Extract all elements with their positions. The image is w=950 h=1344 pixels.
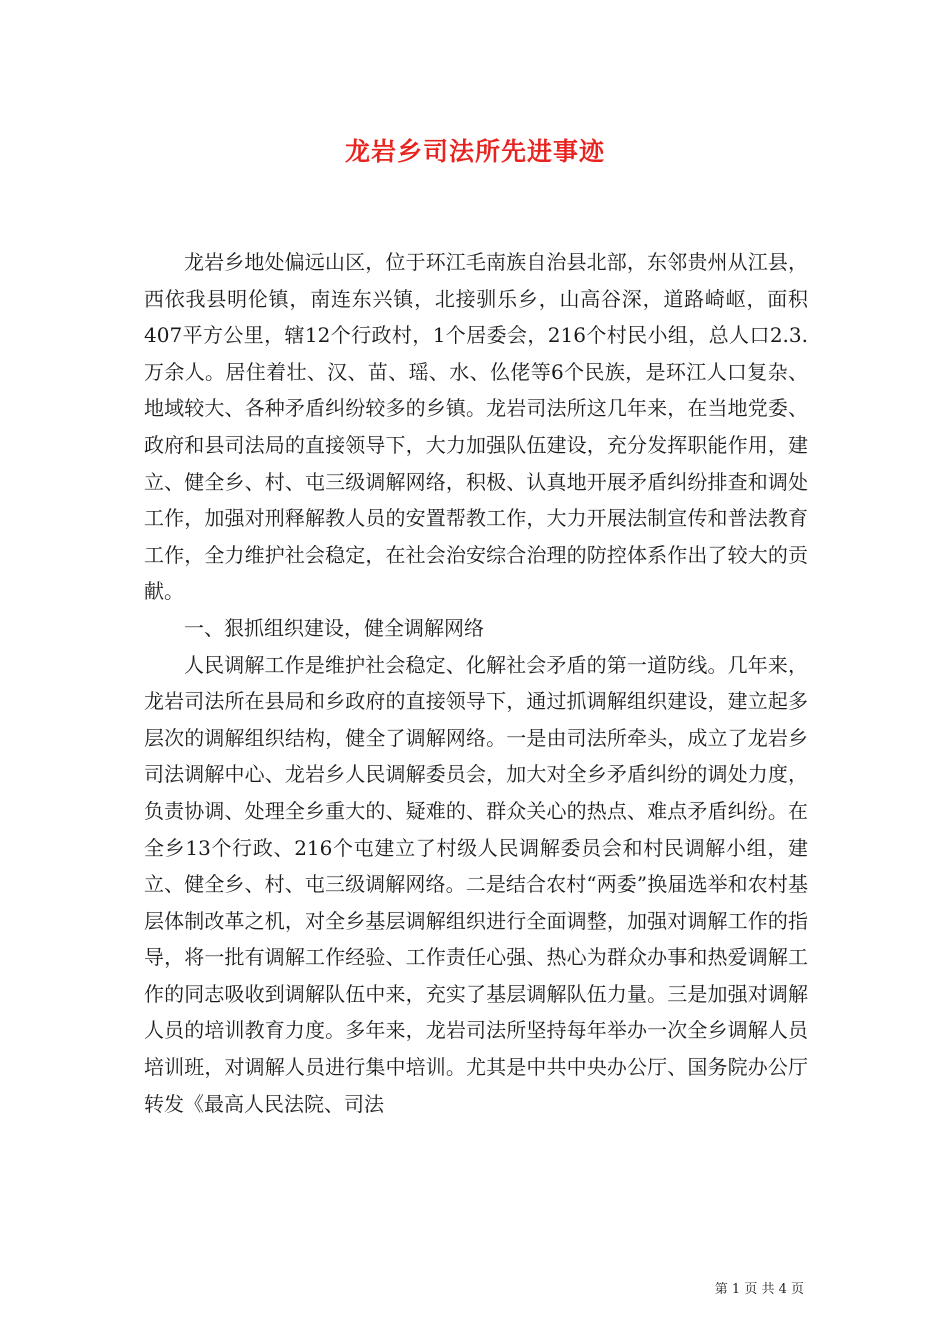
page-title: 龙岩乡司法所先进事迹: [344, 137, 605, 166]
paragraph-section-1: 人民调解工作是维护社会稳定、化解社会矛盾的第一道防线。几年来，龙岩司法所在县局和乡政府的直接领导下，通过抓调解组织建设，建立起多层次的调解组织结构，健全了调解网络。一是由司法所牵头，成立了龙岩乡司法调解中心、龙岩乡人民调解委员会，加大对全乡矛盾纠纷的调处力度，负责协调、处理全乡重大的、疑难的、群众关心的热点、难点矛盾纠纷。在全乡13个行政、216个屯建立了村级人民调解委员会和村民调解小组，建立、健全乡、村、屯三级调解网络。二是结合农村“两委”换届选举和农村基层体制改革之机，对全乡基层调解组织进行全面调整，加强对调解工作的指导，将一批有调解工作经验、工作责任心强、热心为群众办事和热爱调解工作的同志吸收到调解队伍中来，充实了基层调解队伍力量。三是加强对调解人员的培训教育力度。多年来，龙岩司法所坚持每年举办一次全乡调解人员培训班，对调解人员进行集中培训。尤其是中共中央办公厅、国务院办公厅转发《最高人民法院、司法: [144, 652, 808, 1116]
section-heading-1: 一、狠抓组织建设，健全调解网络: [184, 615, 484, 640]
document-body: [144, 244, 808, 1122]
paragraph-intro: 龙岩乡地处偏远山区，位于环江毛南族自治县北部，东邻贵州从江县，西依我县明伦镇，南连东兴镇，北接驯乐乡，山高谷深，道路崎岖，面积407平方公里，辖12个行政村，1个居委会，216个村民小组，总人口2.3.万余人。居住着壮、汉、苗、瑶、水、仫佬等6个民族，是环江人口复杂、地域较大、各种矛盾纠纷较多的乡镇。龙岩司法所这几年来，在当地党委、政府和县司法局的直接领导下，大力加强队伍建设，充分发挥职能作用，建立、健全乡、村、屯三级调解网络，积极、认真地开展矛盾纠纷排查和调处工作，加强对刑释解教人员的安置帮教工作，大力开展法制宣传和普法教育工作，全力维护社会稳定，在社会治安综合治理的防控体系作出了较大的贡献。: [144, 250, 808, 604]
page-number: 第 1 页 共 4 页: [714, 1282, 804, 1297]
